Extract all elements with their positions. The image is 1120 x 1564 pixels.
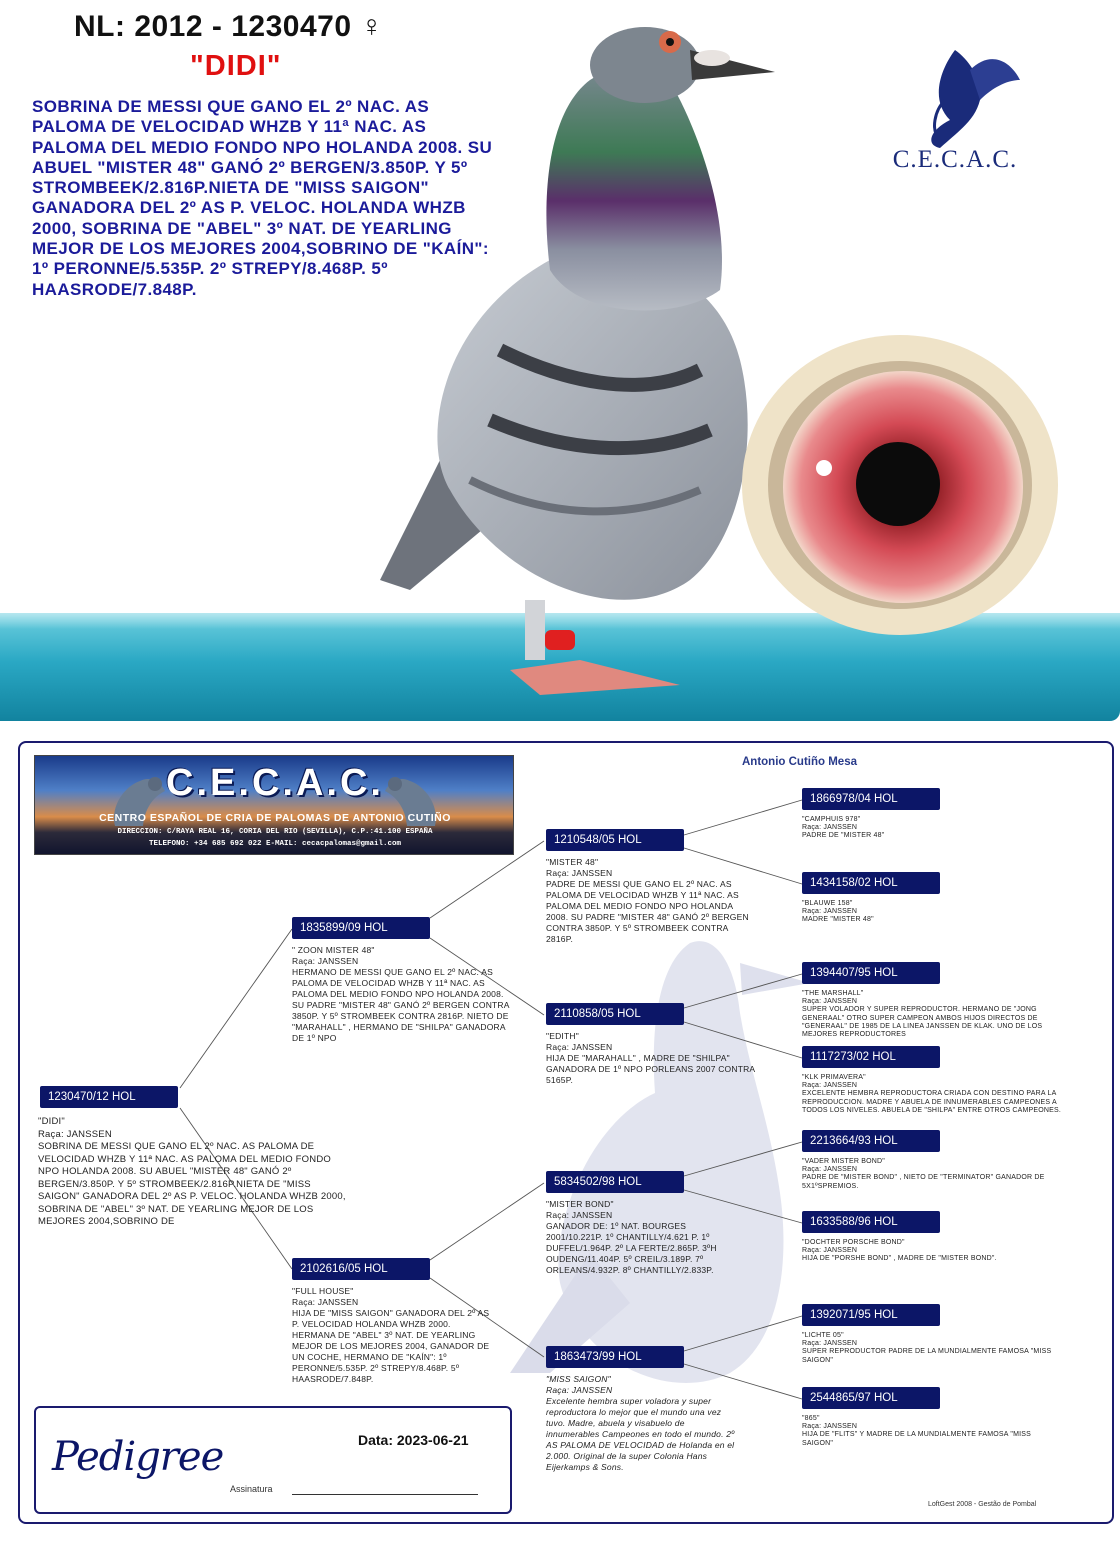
signature-label: Assinatura [230, 1484, 273, 1494]
pedigree-footer-box [34, 1406, 512, 1514]
father-info: " ZOON MISTER 48" Raça: JANSSEN HERMANO DE MESSI QUE GANO EL 2º NAC. AS PALOMA DE VELOCIDAD WHZB Y 11ª NAC. AS PALOMA DEL MEDIO FONDO NPO HOLANDA 2008. SU PADRE "MISTER 48" GANÓ 2º BERGEN CONTRA 3850P. Y 5º STROMBEEK CONTRA 2816P. NIETO DE "MARAHALL" , HERMANO DE "SHILPA" GANADORA DE 1º NPO [292, 945, 510, 1043]
ggp-1-ring: 1866978/04 HOL [802, 788, 940, 810]
banner-phone: TELEFONO: +34 685 692 022 E-MAIL: cecacpalomas@gmail.com [148, 840, 402, 848]
ggp-4-ring: 1117273/02 HOL [802, 1046, 940, 1068]
maternal-grandfather-ring: 5834502/98 HOL [546, 1171, 684, 1193]
banner-title: C.E.C.A.C. [166, 762, 384, 804]
ggp-5-ring: 2213664/93 HOL [802, 1130, 940, 1152]
father-ring: 1835899/09 HOL [292, 917, 430, 939]
ggp-4-info: "KLK PRIMAVERA" Raça: JANSSEN EXCELENTE HEMBRA REPRODUCTORA CRIADA CON DESTINO PARA LA REPRODUCCION. MADRE Y ABUELA DE INNUMERABLES CAMPEONES A TODOS LOS NIVELES. ABUELA DE "SHILPA" ENTRE OTROS CAMPEONES. [802, 1074, 1062, 1114]
subject-info: "DIDI" Raça: JANSSEN SOBRINA DE MESSI QUE GANO EL 2º NAC. AS PALOMA DE VELOCIDAD WHZB Y 11ª NAC. AS PALOMA DEL MEDIO FONDO NPO HOLANDA 2008. SU ABUEL "MISTER 48" GANÓ 2º BERGEN/3.850P. Y 5º STROMBEEK/2.816P.NIETA DE "MISS SAIGON" GANADORA DEL 2º AS P. VELOC. HOLANDA WHZB 2000, SOBRINA DE "ABEL" 3º NAT. DE YEARLING MEJOR DE LOS MEJORES 2004,SOBRINO DE [38, 1116, 346, 1227]
ggp-1-info: "CAMPHUIS 978" Raça: JANSSEN PADRE DE "MISTER 48" [802, 816, 885, 840]
breeder-name: Antonio Cutiño Mesa [742, 756, 857, 768]
maternal-grandmother-info: "MISS SAIGON" Raça: JANSSEN Excelente hembra super voladora y super reproductora lo mejor que el mundo una vez tuvo. Madre, abuela y visabuelo de innumerables Campeones en todo el mundo. 2º AS PALOMA DE VELOCIDAD de Holanda en el 2.000. Original de la super Colonia Hans Eijerkamps & Sons. [546, 1374, 735, 1472]
pedigree-label: Pedigree [52, 1434, 224, 1480]
cecac-banner [34, 755, 514, 855]
ggp-7-info: "LICHTE 05" Raça: JANSSEN SUPER REPRODUCTOR PADRE DE LA MUNDIALMENTE FAMOSA "MISS SAIGON" [802, 1332, 1052, 1364]
pigeon-bio: SOBRINA DE MESSI QUE GANO EL 2º NAC. AS PALOMA DE VELOCIDAD WHZB Y 11ª NAC. AS PALOMA DEL MEDIO FONDO NPO HOLANDA 2008. SU ABUEL "MISTER 48" GANÓ 2º BERGEN/3.850P. Y 5º STROMBEEK/2.816P.NIETA DE "MISS SAIGON" GANADORA DEL 2º AS P. VELOC. HOLANDA WHZB 2000, SOBRINA DE "ABEL" 3º NAT. DE YEARLING MEJOR DE LOS MEJORES 2004,SOBRINO DE "KAÍN": 1º PERONNE/5.535P. 2º STREPY/8.468P. 5º HAASRODE/7.848P. [32, 97, 493, 299]
subject-ring: 1230470/12 HOL [40, 1086, 178, 1108]
ggp-7-ring: 1392071/95 HOL [802, 1304, 940, 1326]
maternal-grandfather-info: "MISTER BOND" Raça: JANSSEN GANADOR DE: 1º NAT. BOURGES 2001/10.221P. 1º CHANTILLY/4.621 P. 1º DUFFEL/1.964P. 2º LA FERTE/2.865P. 3ºH OUDENG/11.404P. 5º CREIL/3.189P. 7º ORLEANS/4.932P. 8º CHANTILLY/2.833P. [546, 1199, 717, 1275]
mother-ring: 2102616/05 HOL [292, 1258, 430, 1280]
ggp-2-info: "BLAUWE 158" Raça: JANSSEN MADRE "MISTER 48" [802, 900, 874, 924]
ggp-8-ring: 2544865/97 HOL [802, 1387, 940, 1409]
ggp-2-ring: 1434158/02 HOL [802, 872, 940, 894]
ggp-5-info: "VADER MISTER BOND" Raça: JANSSEN PADRE DE "MISTER BOND" , NIETO DE "TERMINATOR" GANADOR DE 5X1ºSPREMIOS. [802, 1158, 1045, 1190]
software-note: LoftGest 2008 - Gestão de Pombal [928, 1501, 1037, 1508]
mother-info: "FULL HOUSE" Raça: JANSSEN HIJA DE "MISS SAIGON" GANADORA DEL 2º AS P. VELOCIDAD HOLANDA WHZB 2000. HERMANA DE "ABEL" 3º NAT. DE YEARLING MEJOR DE LOS MEJORES 2004, GANADOR DE UN COCHE, HERMANO DE "KAÍN": 1º PERONNE/5.535P. 2º STREPY/8.468P. 5º HAASRODE/7.848P. [292, 1286, 490, 1384]
paternal-grandmother-info: "EDITH" Raça: JANSSEN HIJA DE "MARAHALL" , MADRE DE "SHILPA" GANADORA DE 1º NPO PORLEANS 2007 CONTRA 5165P. [546, 1031, 755, 1085]
ggp-8-info: "865" Raça: JANSSEN HIJA DE "FLITS" Y MADRE DE LA MUNDIALMENTE FAMOSA "MISS SAIGON" [802, 1415, 1032, 1447]
poster [0, 0, 1120, 722]
banner-address: DIRECCION: C/RAYA REAL 16, CORIA DEL RIO (SEVILLA), C.P.:41.100 ESPAÑA [117, 828, 433, 836]
ggp-3-ring: 1394407/95 HOL [802, 962, 940, 984]
ring-number-title: NL: 2012 - 1230470 ♀ [74, 10, 384, 43]
banner-subtitle: CENTRO ESPAÑOL DE CRIA DE PALOMAS DE ANTONIO CUTIÑO [99, 812, 451, 824]
maternal-grandmother-ring: 1863473/99 HOL [546, 1346, 684, 1368]
date-label: Data: 2023-06-21 [358, 1432, 469, 1448]
ggp-6-ring: 1633588/96 HOL [802, 1211, 940, 1233]
eye-photo [738, 332, 1062, 638]
ggp-6-info: "DOCHTER PORSCHE BOND" Raça: JANSSEN HIJA DE "PORSHE BOND" , MADRE DE "MISTER BOND". [802, 1239, 997, 1263]
pedigree-sheet [18, 741, 1114, 1524]
paternal-grandfather-info: "MISTER 48" Raça: JANSSEN PADRE DE MESSI QUE GANO EL 2º NAC. AS PALOMA DE VELOCIDAD WHZB Y 11ª NAC. AS PALOMA DEL MEDIO FONDO NPO HOLANDA 2008. SU PADRE "MISTER 48" GANÓ 2º BERGEN CONTRA 3850P. Y 5º STROMBEEK CONTRA 2816P. [546, 857, 749, 944]
signature-line [292, 1494, 478, 1495]
paternal-grandmother-ring: 2110858/05 HOL [546, 1003, 684, 1025]
ggp-3-info: "THE MARSHALL" Raça: JANSSEN SUPER VOLADOR Y SUPER REPRODUCTOR. HERMANO DE "JONG GENERAAL" OTRO SUPER CAMPEON AMBOS HIJOS DIRECTOS DE "GENERAAL" DE 1985 DE LA LINEA JANSSEN DE KLAK. UNO DE LOS MEJORES REPRODUCTORES [802, 990, 1043, 1039]
pigeon-name: "DIDI" [190, 50, 282, 82]
cecac-logo-text: C.E.C.A.C. [892, 146, 1018, 173]
paternal-grandfather-ring: 1210548/05 HOL [546, 829, 684, 851]
